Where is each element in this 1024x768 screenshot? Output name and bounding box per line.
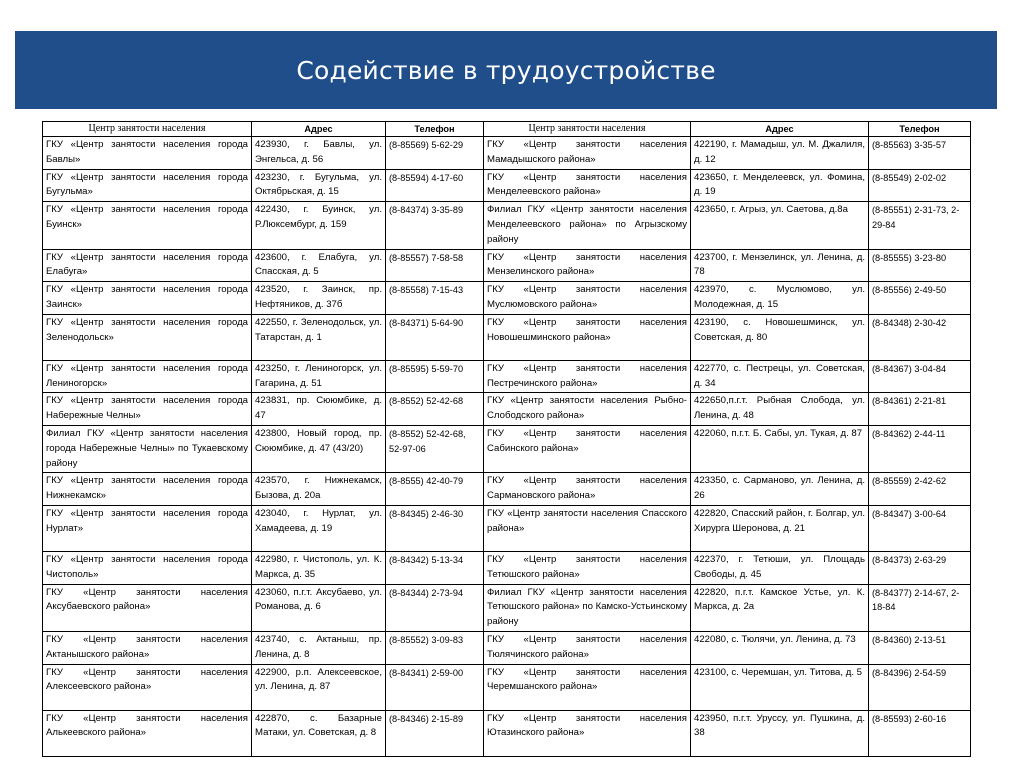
center-address-left: 422900, р.п. Алексеевское, ул. Ленина, д. 87 (252, 664, 386, 710)
center-address-left: 423060, п.г.т. Аксубаево, ул. Романова, д. 6 (252, 584, 386, 631)
center-phone-right: (8-85549) 2-02-02 (869, 169, 971, 202)
center-address-right: 422190, г. Мамадыш, ул. М. Джалиля, д. 12 (691, 137, 869, 170)
center-name-left: ГКУ «Центр занятости населения Аксубаевского района» (43, 584, 252, 631)
center-name-left: ГКУ «Центр занятости населения города Заинск» (43, 282, 252, 315)
center-address-left: 423520, г. Заинск, пр. Нефтяников, д. 37б (252, 282, 386, 315)
center-address-right: 423650, г. Агрыз, ул. Саетова, д.8а (691, 202, 869, 249)
center-phone-left: (8-85595) 5-59-70 (386, 360, 484, 393)
table-row (43, 169, 971, 202)
center-name-left: ГКУ «Центр занятости населения Алексеевского района» (43, 664, 252, 710)
center-name-right: ГКУ «Центр занятости населения Сармановского района» (484, 473, 691, 506)
center-address-right: 422370, г. Тетюши, ул. Площадь Свободы, д. 45 (691, 551, 869, 584)
center-phone-right: (8-85563) 3-35-57 (869, 137, 971, 170)
center-name-left: ГКУ «Центр занятости населения города Нурлат» (43, 505, 252, 551)
center-name-left: ГКУ «Центр занятости населения Алькеевского района» (43, 710, 252, 756)
center-name-right: ГКУ «Центр занятости населения Менделеевского района» (484, 169, 691, 202)
center-phone-left: (8-85569) 5-62-29 (386, 137, 484, 170)
table-row (43, 584, 971, 631)
center-address-right: 423350, с. Сарманово, ул. Ленина, д. 26 (691, 473, 869, 506)
center-address-left: 423600, г. Елабуга, ул. Спасская, д. 5 (252, 249, 386, 282)
center-address-left: 423740, с. Актаныш, пр. Ленина, д. 8 (252, 631, 386, 664)
center-name-left: ГКУ «Центр занятости населения города Нижнекамск» (43, 473, 252, 506)
center-phone-left: (8-85552) 3-09-83 (386, 631, 484, 664)
header-phone-left: Телефон (386, 122, 484, 137)
header-phone-right: Телефон (869, 122, 971, 137)
center-address-right: 423100, с. Черемшан, ул. Титова, д. 5 (691, 664, 869, 710)
employment-centers-table (42, 121, 971, 757)
center-address-left: 423930, г. Бавлы, ул. Энгельса, д. 56 (252, 137, 386, 170)
center-name-right: Филиал ГКУ «Центр занятости населения Менделеевского района» по Агрызскому району (484, 202, 691, 249)
center-phone-left: (8-84371) 5-64-90 (386, 314, 484, 360)
table-row (43, 314, 971, 360)
center-address-right: 423190, с. Новошешминск, ул. Советская, д. 80 (691, 314, 869, 360)
center-phone-left: (8-84342) 5-13-34 (386, 551, 484, 584)
center-name-right: ГКУ «Центр занятости населения Черемшанского района» (484, 664, 691, 710)
slide-title: Содействие в трудоустройстве (296, 55, 716, 85)
table-row (43, 360, 971, 393)
center-address-right: 422060, п.г.т. Б. Сабы, ул. Тукая, д. 87 (691, 425, 869, 472)
center-name-right: ГКУ «Центр занятости населения Тетюшского района» (484, 551, 691, 584)
center-name-left: ГКУ «Центр занятости населения города Набережные Челны» (43, 393, 252, 426)
center-name-right: Филиал ГКУ «Центр занятости населения Тетюшского района» по Камско-Устьинскому району (484, 584, 691, 631)
center-address-right: 422080, с. Тюлячи, ул. Ленина, д. 73 (691, 631, 869, 664)
center-address-right: 422770, с. Пестрецы, ул. Советская, д. 34 (691, 360, 869, 393)
center-address-right: 422820, Спасский район, г. Болгар, ул. Хирурга Шеронова, д. 21 (691, 505, 869, 551)
center-address-left: 423831, пр. Сююмбике, д. 47 (252, 393, 386, 426)
header-address-right: Адрес (691, 122, 869, 137)
center-phone-left: (8-84341) 2-59-00 (386, 664, 484, 710)
center-phone-right: (8-85559) 2-42-62 (869, 473, 971, 506)
center-name-left: ГКУ «Центр занятости населения города Лениногорск» (43, 360, 252, 393)
center-address-left: 423250, г. Лениногорск, ул. Гагарина, д. 51 (252, 360, 386, 393)
table-row (43, 249, 971, 282)
table-row (43, 551, 971, 584)
center-address-left: 422870, с. Базарные Матаки, ул. Советская, д. 8 (252, 710, 386, 756)
center-phone-right: (8-84377) 2-14-67, 2-18-84 (869, 584, 971, 631)
center-address-left: 423040, г. Нурлат, ул. Хамадеева, д. 19 (252, 505, 386, 551)
center-name-right: ГКУ «Центр занятости населения Сабинского района» (484, 425, 691, 472)
center-name-right: ГКУ «Центр занятости населения Пестречинского района» (484, 360, 691, 393)
center-phone-left: (8-85557) 7-58-58 (386, 249, 484, 282)
center-phone-left: (8-8552) 52-42-68 (386, 393, 484, 426)
center-address-right: 422650,п.г.т. Рыбная Слобода, ул. Ленина, д. 48 (691, 393, 869, 426)
center-name-right: ГКУ «Центр занятости населения Спасского района» (484, 505, 691, 551)
center-phone-right: (8-85593) 2-60-16 (869, 710, 971, 756)
center-phone-right: (8-84373) 2-63-29 (869, 551, 971, 584)
center-phone-left: (8-85594) 4-17-60 (386, 169, 484, 202)
center-phone-right: (8-84396) 2-54-59 (869, 664, 971, 710)
center-address-right: 423700, г. Мензелинск, ул. Ленина, д. 78 (691, 249, 869, 282)
center-address-right: 423950, п.г.т. Уруссу, ул. Пушкина, д. 38 (691, 710, 869, 756)
center-name-right: ГКУ «Центр занятости населения Муслюмовского района» (484, 282, 691, 315)
center-phone-right: (8-84362) 2-44-11 (869, 425, 971, 472)
header-address-left: Адрес (252, 122, 386, 137)
center-phone-left: (8-84344) 2-73-94 (386, 584, 484, 631)
center-address-right: 423970, с. Муслюмово, ул. Молодежная, д. 15 (691, 282, 869, 315)
center-address-right: 422820, п.г.т. Камское Устье, ул. К. Маркса, д. 2а (691, 584, 869, 631)
table-header (43, 122, 971, 137)
table-body (43, 137, 971, 757)
center-name-right: ГКУ «Центр занятости населения Ютазинского района» (484, 710, 691, 756)
header-row (43, 122, 971, 137)
center-phone-right: (8-84360) 2-13-51 (869, 631, 971, 664)
center-phone-right: (8-84361) 2-21-81 (869, 393, 971, 426)
center-name-left: ГКУ «Центр занятости населения Актанышского района» (43, 631, 252, 664)
center-phone-left: (8-84345) 2-46-30 (386, 505, 484, 551)
center-phone-right: (8-85556) 2-49-50 (869, 282, 971, 315)
center-phone-right: (8-84347) 3-00-64 (869, 505, 971, 551)
center-name-left: ГКУ «Центр занятости населения города Бавлы» (43, 137, 252, 170)
table-row (43, 710, 971, 756)
table-row (43, 631, 971, 664)
center-name-left: ГКУ «Центр занятости населения города Зеленодольск» (43, 314, 252, 360)
table-row (43, 282, 971, 315)
center-address-left: 422430, г. Буинск, ул. Р.Люксембург, д. 159 (252, 202, 386, 249)
center-phone-left: (8-84374) 3-35-89 (386, 202, 484, 249)
center-address-left: 423570, г. Нижнекамск, Бызова, д. 20а (252, 473, 386, 506)
title-banner (15, 31, 997, 109)
center-name-left: Филиал ГКУ «Центр занятости населения города Набережные Челны» по Тукаевскому району (43, 425, 252, 472)
center-name-left: ГКУ «Центр занятости населения города Бугульма» (43, 169, 252, 202)
header-center-right: Центр занятости населения (484, 122, 691, 137)
center-phone-left: (8-85558) 7-15-43 (386, 282, 484, 315)
table-row (43, 473, 971, 506)
table-row (43, 505, 971, 551)
center-phone-right: (8-84348) 2-30-42 (869, 314, 971, 360)
center-phone-left: (8-84346) 2-15-89 (386, 710, 484, 756)
center-phone-right: (8-85551) 2-31-73, 2-29-84 (869, 202, 971, 249)
center-name-right: ГКУ «Центр занятости населения Рыбно-Слободского района» (484, 393, 691, 426)
table-row (43, 393, 971, 426)
center-name-right: ГКУ «Центр занятости населения Мамадышского района» (484, 137, 691, 170)
center-name-left: ГКУ «Центр занятости населения города Чистополь» (43, 551, 252, 584)
center-address-left: 422550, г. Зеленодольск, ул. Татарстан, д. 1 (252, 314, 386, 360)
center-name-right: ГКУ «Центр занятости населения Новошешминского района» (484, 314, 691, 360)
table-row (43, 202, 971, 249)
center-address-left: 422980, г. Чистополь, ул. К. Маркса, д. 35 (252, 551, 386, 584)
center-phone-right: (8-85555) 3-23-80 (869, 249, 971, 282)
center-name-right: ГКУ «Центр занятости населения Мензелинского района» (484, 249, 691, 282)
center-address-right: 423650, г. Менделеевск, ул. Фомина, д. 19 (691, 169, 869, 202)
center-address-left: 423800, Новый город, пр. Сююмбике, д. 47 (43/20) (252, 425, 386, 472)
center-name-left: ГКУ «Центр занятости населения города Елабуга» (43, 249, 252, 282)
center-name-right: ГКУ «Центр занятости населения Тюлячинского района» (484, 631, 691, 664)
table-row (43, 425, 971, 472)
center-phone-left: (8-8555) 42-40-79 (386, 473, 484, 506)
table-row (43, 664, 971, 710)
center-name-left: ГКУ «Центр занятости населения города Буинск» (43, 202, 252, 249)
header-center-left: Центр занятости населения (43, 122, 252, 137)
center-phone-right: (8-84367) 3-04-84 (869, 360, 971, 393)
center-phone-left: (8-8552) 52-42-68, 52-97-06 (386, 425, 484, 472)
table-row (43, 137, 971, 170)
center-address-left: 423230, г. Бугульма, ул. Октябрьская, д. 15 (252, 169, 386, 202)
